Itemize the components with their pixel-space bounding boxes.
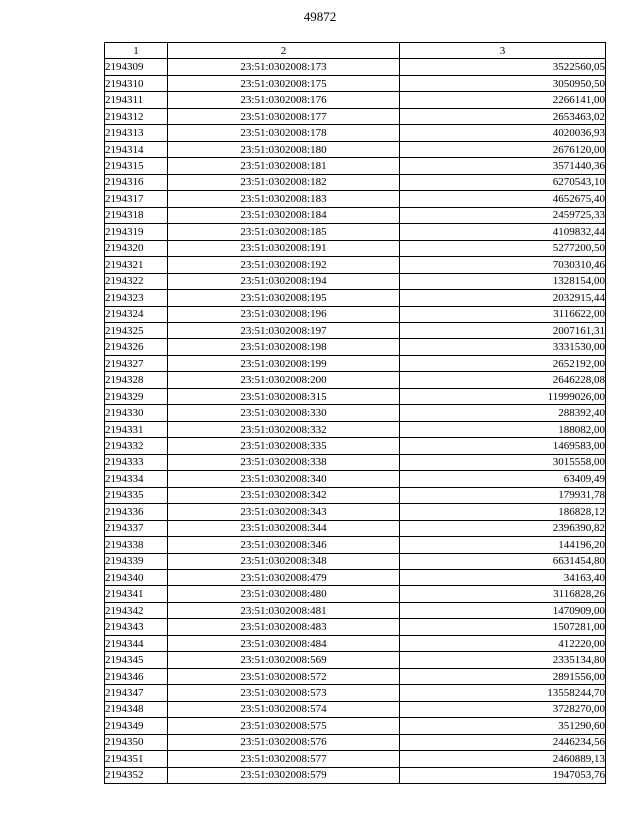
cadastral-value-cell: 3116828,26: [400, 586, 606, 602]
row-number-cell: 2194342: [105, 602, 168, 618]
cadastral-number-cell: 23:51:0302008:479: [168, 570, 400, 586]
table-row: [105, 685, 606, 701]
row-number-cell: 2194311: [105, 92, 168, 108]
cadastral-number-cell: 23:51:0302008:195: [168, 290, 400, 306]
row-number-cell: 2194316: [105, 174, 168, 190]
row-number-cell: 2194329: [105, 388, 168, 404]
cadastral-value-cell: 3116622,00: [400, 306, 606, 322]
row-number-cell: 2194310: [105, 75, 168, 91]
cadastral-value-cell: 2446234,56: [400, 734, 606, 750]
cadastral-number-cell: 23:51:0302008:577: [168, 751, 400, 767]
table-row: [105, 487, 606, 503]
cadastral-value-cell: 2652192,00: [400, 355, 606, 371]
row-number-cell: 2194344: [105, 635, 168, 651]
cadastral-number-cell: 23:51:0302008:173: [168, 59, 400, 75]
table-row: [105, 619, 606, 635]
row-number-cell: 2194333: [105, 454, 168, 470]
cadastral-value-table: [104, 42, 606, 784]
cadastral-value-cell: 2396390,82: [400, 520, 606, 536]
cadastral-value-cell: 4652675,40: [400, 191, 606, 207]
table-row: [105, 701, 606, 717]
row-number-cell: 2194347: [105, 685, 168, 701]
cadastral-value-cell: 2646228,08: [400, 372, 606, 388]
cadastral-number-cell: 23:51:0302008:175: [168, 75, 400, 91]
row-number-cell: 2194334: [105, 471, 168, 487]
cadastral-number-cell: 23:51:0302008:575: [168, 718, 400, 734]
table-row: [105, 108, 606, 124]
cadastral-number-cell: 23:51:0302008:481: [168, 602, 400, 618]
cadastral-value-cell: 288392,40: [400, 405, 606, 421]
cadastral-number-cell: 23:51:0302008:330: [168, 405, 400, 421]
row-number-cell: 2194313: [105, 125, 168, 141]
cadastral-value-cell: 63409,49: [400, 471, 606, 487]
row-number-cell: 2194348: [105, 701, 168, 717]
cadastral-number-cell: 23:51:0302008:181: [168, 158, 400, 174]
table-row: [105, 471, 606, 487]
cadastral-value-cell: 11999026,00: [400, 388, 606, 404]
cadastral-number-cell: 23:51:0302008:348: [168, 553, 400, 569]
table-row: [105, 75, 606, 91]
cadastral-number-cell: 23:51:0302008:182: [168, 174, 400, 190]
cadastral-value-cell: 4020036,93: [400, 125, 606, 141]
row-number-cell: 2194345: [105, 652, 168, 668]
table-row: [105, 290, 606, 306]
cadastral-value-cell: 2653463,02: [400, 108, 606, 124]
table-row: [105, 339, 606, 355]
cadastral-number-cell: 23:51:0302008:343: [168, 504, 400, 520]
row-number-cell: 2194312: [105, 108, 168, 124]
table-row: [105, 273, 606, 289]
table-row: [105, 586, 606, 602]
table-row: [105, 553, 606, 569]
cadastral-number-cell: 23:51:0302008:574: [168, 701, 400, 717]
row-number-cell: 2194339: [105, 553, 168, 569]
table-row: [105, 520, 606, 536]
row-number-cell: 2194325: [105, 322, 168, 338]
cadastral-value-cell: 179931,78: [400, 487, 606, 503]
table-row: [105, 322, 606, 338]
table-row: [105, 767, 606, 783]
cadastral-value-cell: 2460889,13: [400, 751, 606, 767]
cadastral-value-cell: 186828,12: [400, 504, 606, 520]
table-body: [105, 59, 606, 784]
cadastral-value-cell: 2891556,00: [400, 668, 606, 684]
table-row: [105, 718, 606, 734]
cadastral-value-cell: 188082,00: [400, 421, 606, 437]
cadastral-value-cell: 1469583,00: [400, 438, 606, 454]
row-number-cell: 2194341: [105, 586, 168, 602]
cadastral-number-cell: 23:51:0302008:483: [168, 619, 400, 635]
row-number-cell: 2194324: [105, 306, 168, 322]
cadastral-value-cell: 6631454,80: [400, 553, 606, 569]
table-row: [105, 372, 606, 388]
table-row: [105, 59, 606, 75]
cadastral-number-cell: 23:51:0302008:572: [168, 668, 400, 684]
table-row: [105, 174, 606, 190]
row-number-cell: 2194346: [105, 668, 168, 684]
table-row: [105, 454, 606, 470]
cadastral-value-cell: 4109832,44: [400, 224, 606, 240]
row-number-cell: 2194320: [105, 240, 168, 256]
cadastral-value-cell: 1470909,00: [400, 602, 606, 618]
table-row: [105, 191, 606, 207]
cadastral-value-cell: 7030310,46: [400, 257, 606, 273]
row-number-cell: 2194332: [105, 438, 168, 454]
cadastral-number-cell: 23:51:0302008:480: [168, 586, 400, 602]
cadastral-number-cell: 23:51:0302008:192: [168, 257, 400, 273]
cadastral-value-cell: 34163,40: [400, 570, 606, 586]
cadastral-value-cell: 13558244,70: [400, 685, 606, 701]
row-number-cell: 2194350: [105, 734, 168, 750]
table-row: [105, 306, 606, 322]
cadastral-value-cell: 5277200,50: [400, 240, 606, 256]
table-row: [105, 734, 606, 750]
cadastral-value-cell: 1947053,76: [400, 767, 606, 783]
table-row: [105, 652, 606, 668]
cadastral-number-cell: 23:51:0302008:200: [168, 372, 400, 388]
cadastral-value-cell: 3050950,50: [400, 75, 606, 91]
table-row: [105, 438, 606, 454]
row-number-cell: 2194349: [105, 718, 168, 734]
row-number-cell: 2194326: [105, 339, 168, 355]
cadastral-value-cell: 3728270,00: [400, 701, 606, 717]
table-row: [105, 92, 606, 108]
cadastral-number-cell: 23:51:0302008:338: [168, 454, 400, 470]
cadastral-number-cell: 23:51:0302008:569: [168, 652, 400, 668]
cadastral-value-cell: 1507281,00: [400, 619, 606, 635]
cadastral-number-cell: 23:51:0302008:342: [168, 487, 400, 503]
cadastral-value-cell: 3015558,00: [400, 454, 606, 470]
cadastral-value-cell: 2335134,80: [400, 652, 606, 668]
cadastral-number-cell: 23:51:0302008:346: [168, 537, 400, 553]
cadastral-number-cell: 23:51:0302008:197: [168, 322, 400, 338]
column-header-1: 1: [105, 43, 168, 59]
cadastral-number-cell: 23:51:0302008:332: [168, 421, 400, 437]
cadastral-number-cell: 23:51:0302008:184: [168, 207, 400, 223]
row-number-cell: 2194352: [105, 767, 168, 783]
table-row: [105, 537, 606, 553]
cadastral-number-cell: 23:51:0302008:196: [168, 306, 400, 322]
row-number-cell: 2194327: [105, 355, 168, 371]
cadastral-number-cell: 23:51:0302008:178: [168, 125, 400, 141]
table-row: [105, 158, 606, 174]
row-number-cell: 2194351: [105, 751, 168, 767]
row-number-cell: 2194314: [105, 141, 168, 157]
cadastral-number-cell: 23:51:0302008:198: [168, 339, 400, 355]
cadastral-value-cell: 1328154,00: [400, 273, 606, 289]
cadastral-number-cell: 23:51:0302008:484: [168, 635, 400, 651]
cadastral-number-cell: 23:51:0302008:176: [168, 92, 400, 108]
table-row: [105, 125, 606, 141]
row-number-cell: 2194330: [105, 405, 168, 421]
cadastral-number-cell: 23:51:0302008:315: [168, 388, 400, 404]
table-row: [105, 224, 606, 240]
table-row: [105, 240, 606, 256]
table-row: [105, 141, 606, 157]
cadastral-value-cell: 2676120,00: [400, 141, 606, 157]
row-number-cell: 2194323: [105, 290, 168, 306]
cadastral-value-cell: 2032915,44: [400, 290, 606, 306]
table-row: [105, 388, 606, 404]
table-row: [105, 504, 606, 520]
row-number-cell: 2194337: [105, 520, 168, 536]
cadastral-value-cell: 3331530,00: [400, 339, 606, 355]
row-number-cell: 2194309: [105, 59, 168, 75]
cadastral-number-cell: 23:51:0302008:199: [168, 355, 400, 371]
cadastral-number-cell: 23:51:0302008:579: [168, 767, 400, 783]
table-row: [105, 257, 606, 273]
cadastral-number-cell: 23:51:0302008:576: [168, 734, 400, 750]
cadastral-number-cell: 23:51:0302008:335: [168, 438, 400, 454]
row-number-cell: 2194319: [105, 224, 168, 240]
table-row: [105, 207, 606, 223]
cadastral-value-cell: 3571440,36: [400, 158, 606, 174]
cadastral-number-cell: 23:51:0302008:194: [168, 273, 400, 289]
cadastral-number-cell: 23:51:0302008:183: [168, 191, 400, 207]
page-number: 49872: [303, 9, 337, 24]
table-row: [105, 355, 606, 371]
table-row: [105, 421, 606, 437]
cadastral-value-cell: 2459725,33: [400, 207, 606, 223]
table-row: [105, 635, 606, 651]
row-number-cell: 2194340: [105, 570, 168, 586]
table-row: [105, 602, 606, 618]
cadastral-value-cell: 3522560,05: [400, 59, 606, 75]
cadastral-number-cell: 23:51:0302008:344: [168, 520, 400, 536]
cadastral-value-cell: 2007161,31: [400, 322, 606, 338]
cadastral-number-cell: 23:51:0302008:177: [168, 108, 400, 124]
cadastral-number-cell: 23:51:0302008:185: [168, 224, 400, 240]
row-number-cell: 2194343: [105, 619, 168, 635]
cadastral-value-cell: 412220,00: [400, 635, 606, 651]
row-number-cell: 2194336: [105, 504, 168, 520]
column-header-2: 2: [168, 43, 400, 59]
cadastral-number-cell: 23:51:0302008:180: [168, 141, 400, 157]
row-number-cell: 2194331: [105, 421, 168, 437]
cadastral-number-cell: 23:51:0302008:340: [168, 471, 400, 487]
row-number-cell: 2194315: [105, 158, 168, 174]
cadastral-number-cell: 23:51:0302008:573: [168, 685, 400, 701]
row-number-cell: 2194321: [105, 257, 168, 273]
row-number-cell: 2194328: [105, 372, 168, 388]
table-row: [105, 751, 606, 767]
row-number-cell: 2194338: [105, 537, 168, 553]
cadastral-value-cell: 6270543,10: [400, 174, 606, 190]
table-row: [105, 570, 606, 586]
row-number-cell: 2194335: [105, 487, 168, 503]
row-number-cell: 2194317: [105, 191, 168, 207]
table-header-row: [105, 43, 606, 59]
cadastral-value-cell: 144196,20: [400, 537, 606, 553]
cadastral-value-cell: 2266141,00: [400, 92, 606, 108]
cadastral-number-cell: 23:51:0302008:191: [168, 240, 400, 256]
row-number-cell: 2194322: [105, 273, 168, 289]
table-row: [105, 405, 606, 421]
column-header-3: 3: [400, 43, 606, 59]
table-row: [105, 668, 606, 684]
cadastral-value-cell: 351290,60: [400, 718, 606, 734]
row-number-cell: 2194318: [105, 207, 168, 223]
